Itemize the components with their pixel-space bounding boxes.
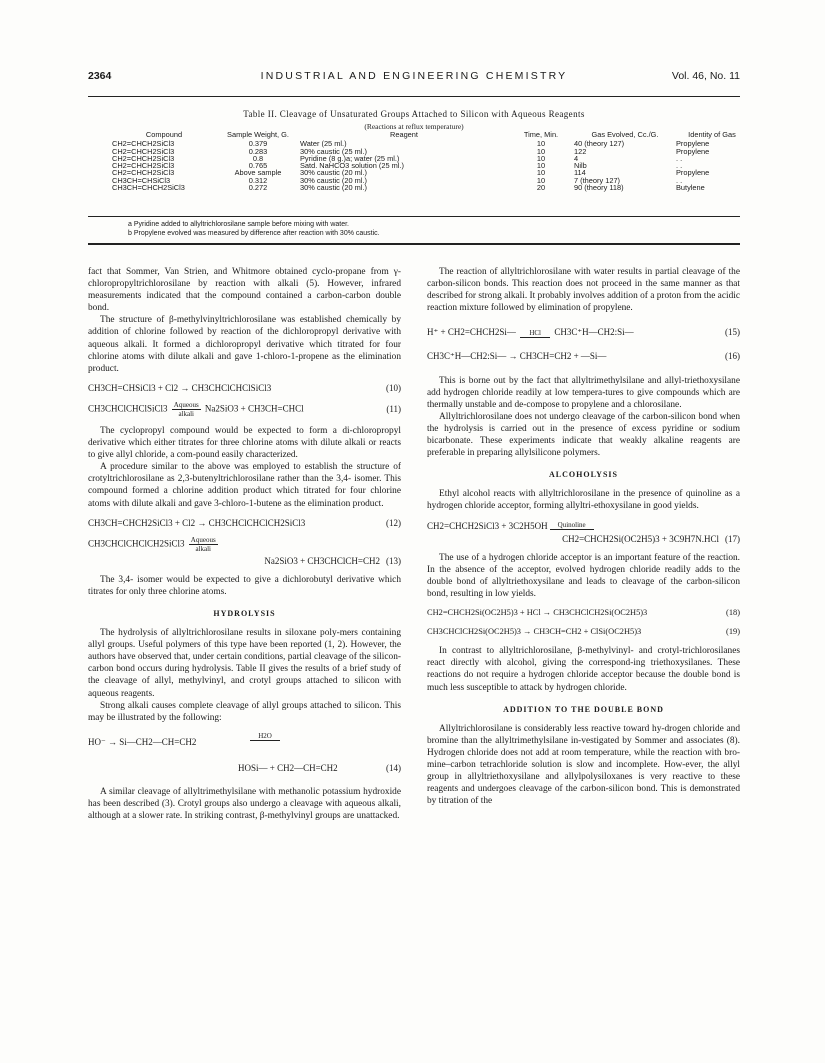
table-caption: Table II. Cleavage of Unsaturated Groups Attached to Silicon with Aqueous Reagents: [243, 109, 585, 119]
cell-gas-evolved: 4: [574, 153, 579, 163]
equation-number: (13): [386, 555, 401, 566]
table-bottom-rule: [88, 243, 740, 245]
reaction-arrow: [189, 536, 218, 553]
cell-gas-identity: Propylene: [676, 146, 710, 156]
table-row: [112, 184, 748, 191]
equation-product: HOSi— + CH2—CH=CH2: [238, 762, 338, 773]
arrow-reagent: Aqueous: [173, 400, 199, 409]
right-column: [427, 266, 740, 807]
volume-issue: Vol. 46, No. 11: [671, 70, 740, 82]
equation-17-line1: [427, 520, 740, 532]
paragraph: Strong alkali causes complete cleavage of allyl groups attached to silicon. This may be illustrated by the following:: [88, 700, 401, 723]
paragraph: Allyltrichlorosilane is considerably less reactive toward hy-drogen chloride and bromine than the allyltrimethylsilane in-vestigated by Sommer and associates (8). Hydrogen chloride does not add at room temperature, while the reaction with bro-mine–carbon tetrachloride solution is slow and incomplete. How-ever, the allyl group in allyltriethoxysilane and allylpolysiloxanes is very reactive to these reagents and undergoes cleavage of the carbon-silicon bond. This is demonstrated by titration of the: [427, 723, 740, 807]
table-row: [112, 169, 748, 176]
cell-reagent: Satd. NaHCO3 solution (25 ml.): [300, 161, 404, 171]
col-header-reagent: Reagent: [390, 130, 418, 139]
equation-product: CH2=CHCH2Si(OC2H5)3 + 3C9H7N.HCl: [562, 533, 719, 544]
table-row: [112, 155, 748, 162]
cell-sample-weight: 0.283: [248, 146, 268, 156]
equation-19: [427, 626, 740, 638]
paragraph: The cyclopropyl compound would be expected to form a di-chloropropyl derivative which either titrates for three chlorine atoms with dilute alkali or reacts to give allyl chloride, a com-pound easily characterized.: [88, 425, 401, 461]
equation-number: (16): [725, 351, 740, 362]
cell-gas-evolved: Nilb: [574, 161, 587, 171]
equation-18: [427, 607, 740, 619]
equation-13-line2: [88, 555, 401, 567]
reaction-arrow: [520, 329, 550, 338]
equation-body: CH3CHClCH2Si(OC2H5)3 → CH3CH=CH2 + ClSi(OC2H5)3: [427, 627, 642, 637]
cell-sample-weight: 0.765: [248, 161, 268, 171]
cell-time: 20: [536, 183, 546, 193]
arrow-reagent: Aqueous: [190, 535, 216, 544]
equation-reactant: HO⁻ → Si—CH2—CH=CH2: [88, 736, 197, 747]
cell-reagent: 30% caustic (20 ml.): [300, 183, 367, 193]
table-footnote-b: b Propylene evolved was measured by difference after reaction with 30% caustic.: [128, 230, 380, 237]
reaction-arrow: [172, 401, 201, 418]
table-rule: [88, 216, 740, 217]
cell-gas-identity: . .: [676, 161, 683, 171]
paragraph: Ethyl alcohol reacts with allyltrichlorosilane in the presence of quinoline as a hydrogen chloride acceptor, forming allyltri-ethoxysilane in good yields.: [427, 489, 740, 512]
equation-product: CH3C⁺H—CH2:Si—: [554, 327, 634, 338]
equation-reactant: H⁺ + CH2=CHCH2Si—: [427, 327, 516, 338]
data-table: [112, 131, 748, 191]
cell-gas-identity: Butylene: [676, 183, 705, 193]
table-conditions-note: (Reactions at reflux temperature): [364, 122, 464, 131]
cell-sample-weight: 0.8: [252, 153, 264, 163]
col-header-gas-identity: Identity of Gas: [688, 130, 736, 139]
cell-time: 10: [536, 168, 546, 178]
cell-reagent: Water (25 ml.): [300, 139, 347, 149]
paragraph: The use of a hydrogen chloride acceptor is an important feature of the reaction. In the absence of the acceptor, evolved hydrogen chloride readily adds to the double bond of allyltriethoxysilane and leads to cleavage of the carbon-silicon bond, resulting in low yields.: [427, 552, 740, 599]
equation-body: CH2=CHCH2Si(OC2H5)3 + HCl → CH3CHClCH2Si(OC2H5)3: [427, 608, 648, 618]
cell-gas-identity: . .: [676, 153, 683, 163]
table-row: [112, 177, 748, 184]
journal-title: INDUSTRIAL AND ENGINEERING CHEMISTRY: [260, 70, 568, 82]
equation-body: CH3CH=CHSiCl3 + Cl2 → CH3CHClCHClSiCl3: [88, 382, 272, 393]
paragraph: Allyltrichlorosilane does not undergo cleavage of the carbon-silicon bond when the hydrolysis is carried out in the presence of excess pyridine or sodium bicarbonate. These experiments indicate that weakly alkaline reagents are preferable in preparing allylsilicone polymers.: [427, 411, 740, 459]
equation-reactant: CH2=CHCH2SiCl3 + 3C2H5OH: [427, 520, 548, 531]
equation-body: CH3CH=CHCH2SiCl3 + Cl2 → CH3CHClCHClCH2SiCl3: [88, 517, 306, 528]
cell-sample-weight: 0.312: [248, 175, 268, 185]
equation-product: Na2SiO3 + CH3CHClCH=CH2: [264, 555, 380, 566]
col-header-sample-weight: Sample Weight, G.: [227, 130, 289, 139]
cell-gas-identity: . .: [676, 175, 683, 185]
cell-gas-evolved: 122: [574, 146, 587, 156]
cell-time: 10: [536, 161, 546, 171]
cell-gas-evolved: 40 (theory 127): [574, 139, 625, 149]
cell-time: 10: [536, 139, 546, 149]
equation-12: [88, 517, 401, 529]
cell-sample-weight: 0.272: [248, 183, 268, 193]
left-column: [88, 266, 401, 822]
equation-16: [427, 350, 740, 362]
table-header-row: [112, 131, 748, 140]
section-heading-addition: ADDITION TO THE DOUBLE BOND: [503, 704, 664, 714]
equation-10: [88, 382, 401, 394]
arrow-condition: alkali: [195, 544, 211, 553]
paragraph: The reaction of allyltrichlorosilane with water results in partial cleavage of the carbon-silicon bonds. This reaction does not proceed in the same manner as that described for strong alkali. It probably involves addition of a proton from the acidic reaction mixture followed by elimination of propylene.: [427, 267, 740, 314]
paragraph: The structure of β-methylvinyltrichlorosilane was established chemically by addition of chlorine followed by reaction of the dichloropropyl derivative with aqueous alkali. It formed a dichloropropyl derivative which titrated for four chlorine atoms with dilute alkali and gave 1-chloro-1-propene as the elimination product.: [88, 315, 401, 374]
equation-13-line1: [88, 536, 401, 553]
col-header-time: Time, Min.: [523, 130, 559, 139]
section-heading-alcoholysis: ALCOHOLYSIS: [549, 470, 618, 480]
equation-number: (15): [725, 327, 740, 338]
paragraph: A procedure similar to the above was employed to establish the structure of crotyltrichlorosilane as 2,3-butenyltrichlorosilane rather than the 3,4- isomer. This compound formed a chlorine addition product which titrated for four chlorine atoms with dilute alkali and gave 3-chloro-1-butene as the elimination product.: [88, 462, 401, 509]
equation-number: (10): [386, 382, 401, 393]
cell-gas-evolved: 90 (theory 118): [574, 183, 624, 193]
cell-reagent: Pyridine (8 g.)a; water (25 ml.): [300, 153, 400, 163]
cell-sample-weight: Above sample: [234, 168, 282, 178]
equation-reactant: CH3CHClCHClSiCl3: [88, 403, 168, 414]
cell-compound: CH3CH=CHCH2SiCl3: [112, 183, 185, 193]
table-row: [112, 140, 748, 147]
paragraph: In contrast to allyltrichlorosilane, β-methylvinyl- and crotyl-trichlorosilanes react directly with alcohol, giving the correspond-ing triethoxysilanes. These reactions do not require a hydrogen chloride acceptor because the double bond is much less susceptible to attack by hydrogen chloride.: [427, 646, 740, 693]
cell-time: 10: [536, 146, 546, 156]
table-row: [112, 162, 748, 169]
table-footnote-a: a Pyridine added to allyltrichlorosilane sample before mixing with water.: [128, 221, 349, 228]
arrow-reagent: Quinoline: [550, 521, 594, 530]
equation-number: (17): [725, 533, 740, 544]
cell-gas-identity: Propylene: [676, 139, 710, 149]
table-row: [112, 148, 748, 155]
equation-product: Na2SiO3 + CH3CH=CHCl: [204, 403, 304, 414]
arrow-reagent: HCl: [520, 329, 550, 338]
equation-body: [427, 326, 634, 338]
table-body: [112, 140, 748, 191]
equation-product: CH3CH=CH2 + —Si—: [519, 351, 607, 362]
equation-body: [88, 401, 304, 418]
header-rule: [88, 96, 740, 97]
equation-number: (19): [726, 627, 740, 637]
col-header-gas-evolved: Gas Evolved, Cc./G.: [591, 130, 659, 139]
equation-number: (12): [386, 517, 401, 528]
equation-11: [88, 401, 401, 418]
equation-number: (14): [386, 762, 401, 773]
cell-reagent: 30% caustic (25 ml.): [300, 146, 367, 156]
col-header-compound: Compound: [145, 130, 183, 139]
cell-gas-evolved: 114: [574, 168, 586, 178]
cell-compound: CH3CH=CHSiCl3: [112, 175, 171, 185]
page-number: 2364: [88, 70, 112, 82]
cell-time: 10: [536, 153, 546, 163]
paragraph: This is borne out by the fact that allyltrimethylsilane and allyl-triethoxysilane add hydrogen chloride readily at low tempera-tures to give compounds which are thermally unstable and de-compose to propylene and a chlorosilane.: [427, 375, 740, 410]
cell-sample-weight: 0.379: [248, 139, 268, 149]
cell-time: 10: [536, 175, 546, 185]
cell-gas-evolved: 7 (theory 127): [574, 175, 621, 185]
arrow-icon: →: [508, 351, 520, 362]
reaction-arrow: [550, 521, 594, 530]
equation-17-line2: [427, 533, 740, 545]
equation-body: [427, 350, 606, 362]
cell-compound: CH2=CHCH2SiCl3: [112, 161, 175, 171]
cell-compound: CH2=CHCH2SiCl3: [112, 153, 175, 163]
cell-reagent: 30% caustic (20 ml.): [300, 168, 367, 178]
equation-number: (11): [386, 404, 401, 415]
equation-14: [88, 732, 401, 778]
paragraph: A similar cleavage of allyltrimethylsilane with methanolic potassium hydroxide has been described (3). Crotyl groups also undergo a cleavage with aqueous alkali, although at a slower rate. In striking contrast, β-methylvinyl groups are unattacked.: [88, 786, 401, 821]
equation-number: (18): [726, 608, 740, 618]
cell-compound: CH2=CHCH2SiCl3: [112, 139, 175, 149]
paragraph: The hydrolysis of allyltrichlorosilane results in siloxane poly-mers containing allyl groups. Useful polymers of this type have been reported (1, 2). However, the authors have observed that, under certain conditions, partial cleavage of the silicon-carbon bond occurs during hydrolysis. Table II gives the results of a brief study of the cleavage of allyl, methylvinyl, and crotyl groups attached to silicon with aqueous reagents.: [88, 628, 401, 699]
arrow-condition: alkali: [178, 409, 194, 418]
cell-compound: CH2=CHCH2SiCl3: [112, 168, 175, 178]
section-heading-hydrolysis: HYDROLYSIS: [213, 608, 276, 618]
cell-gas-identity: Propylene: [676, 168, 710, 178]
arrow-reagent: H2O: [250, 732, 280, 741]
equation-reactant: CH3CHClCHClCH2SiCl3: [88, 538, 185, 549]
cell-reagent: 30% caustic (20 ml.): [300, 175, 367, 185]
paragraph: The 3,4- isomer would be expected to give a dichlorobutyl derivative which titrates for only three chlorine atoms.: [88, 574, 401, 597]
paragraph: fact that Sommer, Van Strien, and Whitmore obtained cyclo-propane from γ-chloropropyltrichlorosilane by reaction with alkali (5). However, infrared measurements indicated that the compound contained a carbon-carbon double bond.: [88, 267, 401, 314]
cell-compound: CH2=CHCH2SiCl3: [112, 146, 175, 156]
equation-body: [88, 536, 220, 553]
equation-15: [427, 326, 740, 338]
running-header: [88, 70, 740, 84]
equation-reactant: CH3C⁺H—CH2:Si—: [427, 351, 507, 362]
